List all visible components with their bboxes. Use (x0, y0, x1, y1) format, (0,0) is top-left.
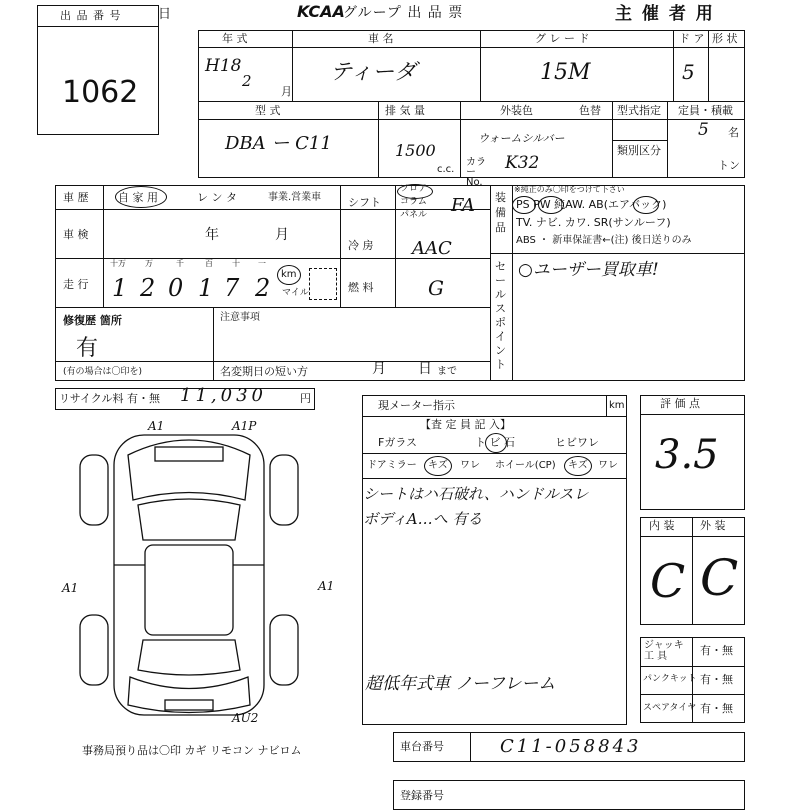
jack-label: ジャッキ 工 具 (644, 640, 684, 662)
damage-mark-right: A1 (318, 579, 335, 593)
expiry-day-unit: 日 (418, 361, 432, 377)
wheel-crack-label: ワレ (598, 460, 618, 471)
displacement-value: 1500 (395, 141, 436, 160)
glass-label: Fガラス (378, 436, 417, 449)
mileage-unit-1: 一 (258, 259, 266, 268)
office-items-footer: 事務局預り品は〇印 カギ リモコン ナビロム (82, 744, 302, 757)
interior-label: 内 装 (649, 519, 675, 532)
meter-unit: km (609, 400, 625, 411)
mirror-scratch-circle (424, 456, 452, 476)
shift-floor: フロア (400, 184, 428, 194)
mileage-unit-100k: 十万 (110, 259, 126, 268)
color-no-label: カラー No. (466, 157, 486, 188)
exterior-grade: C (700, 549, 739, 607)
business-label: 事業.営業車 (268, 192, 322, 203)
displacement-unit: c.c. (437, 164, 455, 175)
damage-mark-left: A1 (62, 581, 79, 595)
doors-label: ド ア (679, 32, 705, 45)
ac-label: 冷 房 (348, 239, 374, 252)
recycle-label: リサイクル料 有・無 (59, 392, 160, 405)
expiry-label: 名変期日の短い方 (220, 365, 308, 378)
day-suffix: 日 (158, 7, 172, 22)
classification-label: 類別区分 (617, 144, 661, 157)
trunk-outline (128, 677, 250, 713)
equipment-note: ※純正のみ〇印をつけて下さい (514, 185, 625, 194)
puncture-yes-no: 有・無 (700, 673, 733, 686)
score-label: 評 価 点 (660, 397, 700, 410)
month-value: 2 (242, 72, 252, 90)
rear-plate (165, 700, 213, 710)
model-value: DBA ー C11 (225, 133, 332, 154)
inspector-note-2: ボディA…へ 有る (363, 510, 483, 528)
rear-left-tire (80, 615, 108, 685)
km-unit: km (281, 269, 297, 280)
spare-yes-no: 有・無 (700, 702, 733, 715)
rear-window-outline (138, 640, 240, 675)
organizer-label: 主 催 者 用 (615, 4, 715, 24)
ac-value: AAC (412, 238, 452, 259)
shift-panel: パネル (400, 210, 428, 220)
wheel-label: ホイール(CP) (495, 460, 556, 471)
chip-label: ト ビ 石 (475, 436, 515, 449)
model-designation-label: 型式指定 (617, 104, 661, 117)
interior-grade: C (650, 554, 686, 608)
front-grille (155, 447, 223, 461)
capacity-label: 定員・積載 (678, 104, 733, 117)
car-name-value: ティーダ (330, 60, 417, 85)
exterior-color-value: ウォームシルバー (478, 132, 565, 145)
front-left-tire (80, 455, 108, 525)
registration-number-label: 登録番号 (400, 789, 444, 802)
ps-circle (512, 196, 536, 214)
chassis-number-label: 車台番号 (400, 740, 444, 753)
listing-number-box (37, 5, 159, 135)
score-value: 3.5 (655, 432, 719, 478)
mileage-label: 走 行 (63, 278, 89, 291)
shift-column: コラム (400, 197, 427, 207)
rear-right-tire (270, 615, 298, 685)
mileage-unit-100: 百 (205, 259, 213, 268)
sheet-title: グループ 出 品 票 (343, 5, 464, 21)
pw-circle (538, 196, 564, 214)
mileage-unit-1k: 千 (176, 259, 184, 268)
listing-number: 1062 (62, 75, 139, 110)
wheel-scratch-circle (564, 456, 592, 476)
mileage-digit-1: 2 (255, 274, 271, 302)
capacity-unit: 名 (728, 126, 739, 139)
car-body-outline (114, 435, 264, 715)
wheel-scratch-label: キズ (568, 460, 588, 471)
expiry-month-unit: 月 (372, 361, 386, 377)
exterior-label: 外 装 (700, 519, 726, 532)
mile-unit: マイル (282, 288, 309, 298)
mileage-digit-10: 7 (224, 274, 240, 302)
shift-value: FA (451, 195, 475, 216)
load-unit: トン (718, 159, 740, 172)
damage-mark-front-right: A1P (232, 419, 257, 433)
mileage-digit-100: 1 (198, 274, 214, 302)
inspector-note-1: シートはハ石破れ、ハンドルスレ (363, 485, 589, 503)
mileage-digit-1k: 0 (168, 274, 184, 302)
rental-label: レ ン タ (197, 191, 237, 204)
windshield-outline (138, 499, 240, 540)
exterior-color-label: 外装色 (500, 104, 533, 117)
roof-outline (145, 545, 233, 635)
grade-label: グ レ ー ド (535, 32, 590, 45)
displacement-label: 排 気 量 (385, 104, 425, 117)
mirror-scratch-label: キズ (428, 460, 448, 471)
repair-note: (有の場合は〇印を) (63, 367, 143, 377)
mileage-unit-10: 十 (232, 259, 240, 268)
mileage-digit-10k: 2 (140, 274, 156, 302)
sales-point-label: セールスポイント (495, 260, 506, 371)
chip-circle (485, 433, 507, 453)
equipment-row-1: PS PW 純AW. AB(エアバック) (516, 198, 667, 211)
expiry-suffix: まで (437, 366, 457, 377)
spare-tire-label: スペアタイヤ (643, 703, 697, 713)
month-unit: 月 (281, 85, 292, 98)
listing-number-label: 出 品 番 号 (60, 9, 122, 22)
damage-mark-rear: AU2 (232, 711, 259, 725)
caution-label: 注意事項 (220, 312, 260, 323)
sales-point-value: ○ユーザー買取車! (518, 260, 659, 280)
inspection-label: 車 検 (63, 228, 89, 241)
crack-label: ヒビワレ (555, 436, 599, 449)
chassis-number-value: C11-058843 (500, 736, 642, 757)
recycle-value: 11,030 (180, 385, 267, 406)
car-diagram (50, 415, 350, 735)
history-label: 車 歴 (63, 191, 89, 204)
inspector-label: 【査 定 員 記 入】 (420, 418, 511, 431)
doors-value: 5 (682, 60, 695, 84)
meter-label: 現メーター指示 (378, 399, 455, 412)
kcaa-logo: KCAA (297, 2, 345, 21)
year-label: 年 式 (222, 32, 248, 45)
front-right-tire (270, 455, 298, 525)
inspection-month-unit: 月 (275, 227, 289, 243)
inspector-note-3: 超低年式車 ノーフレーム (365, 674, 556, 694)
mirror-crack-label: ワレ (460, 460, 480, 471)
car-name-label: 車 名 (368, 32, 394, 45)
color-no-value: K32 (505, 153, 540, 173)
repair-value: 有 (76, 336, 99, 361)
private-use-label: 自 家 用 (118, 191, 158, 204)
year-value: H18 (205, 56, 242, 76)
fuel-label: 燃 料 (348, 281, 374, 294)
equipment-label: 装備品 (495, 191, 506, 234)
color-change-label: 色替 (579, 104, 601, 117)
km-circle (277, 265, 301, 285)
grade-value: 15M (540, 60, 591, 85)
model-label: 型 式 (255, 104, 281, 117)
mileage-unit-10k: 万 (145, 259, 153, 268)
fuel-value: G (428, 276, 444, 300)
private-use-circle (115, 186, 167, 208)
equipment-row-2: TV. ナビ. カワ. SR(サンルーフ) (516, 216, 671, 229)
capacity-value: 5 (698, 120, 709, 140)
recycle-unit: 円 (300, 392, 311, 405)
mirror-label: ドアミラー (367, 460, 417, 471)
equipment-row-3: ABS ・ 新車保証書←(注) 後日送りのみ (516, 235, 692, 246)
registration-number-box (393, 780, 745, 810)
hood-outline (128, 440, 250, 500)
damage-mark-front: A1 (148, 419, 165, 433)
puncture-kit-label: パンクキット (643, 674, 697, 684)
mileage-check-box (309, 268, 337, 300)
inspection-year-unit: 年 (205, 227, 219, 243)
body-type-label: 形 状 (712, 32, 738, 45)
jack-yes-no: 有・無 (700, 644, 733, 657)
shift-label: シフト (348, 196, 381, 209)
mileage-digit-100k: 1 (112, 274, 128, 302)
repair-label: 修復歴 箇所 (63, 314, 122, 327)
ab-circle (633, 196, 659, 214)
